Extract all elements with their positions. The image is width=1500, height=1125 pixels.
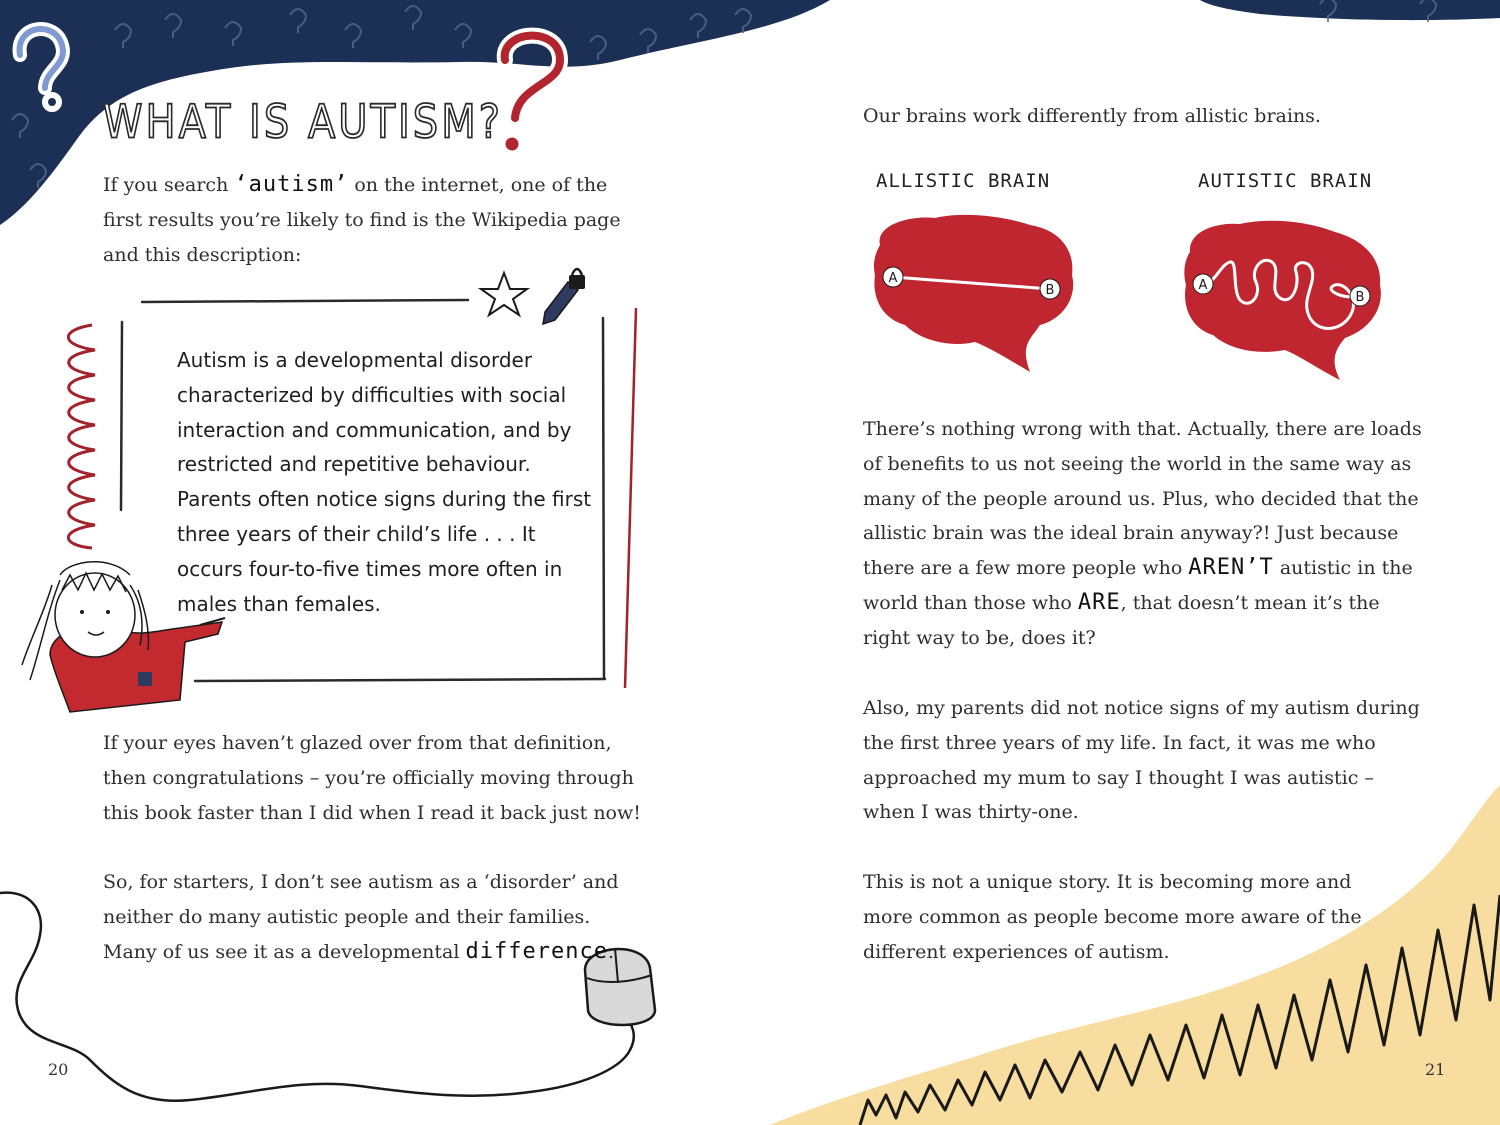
nothing-wrong-paragraph [863,412,1423,656]
difference-text-after: . [607,940,614,963]
arent-word: AREN’T [1188,555,1274,581]
allistic-brain-label: ALLISTIC BRAIN [876,170,1051,192]
page-number-left: 20 [48,1060,69,1079]
page-title: WHAT IS AUTISM? [103,96,503,149]
unique-story-paragraph: This is not a unique story. It is becoming more and more common as people become more aware of the different experiences of autism. [863,871,1362,963]
nothing-wrong-part2: autistic in the world than those who [863,557,1413,614]
difference-text-before: So, for starters, I don’t see autism as a ‘disorder’ and neither do many autistic people and their families. Many of us see it as a developmental [103,871,619,963]
intro-paragraph [103,168,623,272]
nothing-wrong-part3: , that doesn’t mean it’s the right way to be, does it? [863,591,1380,649]
wikipedia-quote: Autism is a developmental disorder characterized by difficulties with social interaction and communication, and by restricted and repetitive behaviour. Parents often notice signs during the first three years of their child’s life . . . It occurs four-to-five times more often in males than females. [177,348,592,616]
autism-search-term: ‘autism’ [234,172,349,197]
definition-reaction-paragraph: If your eyes haven’t glazed over from that definition, then congratulations – you’re officially moving through this book faster than I did when I read it back just now! [103,732,641,824]
intro-text-before: If you search [103,174,235,196]
allistic-point-b: B [1045,283,1055,298]
parents-paragraph: Also, my parents did not notice signs of my autism during the first three years of my life. In fact, it was me who approached my mum to say I thought I was autistic – when I was thirty-one. [863,697,1420,824]
autistic-brain-label: AUTISTIC BRAIN [1198,170,1373,192]
page-number-right: 21 [1425,1060,1446,1079]
autistic-point-b: B [1355,290,1365,305]
brains-intro: Our brains work differently from allistic brains. [863,105,1321,127]
allistic-point-a: A [888,271,898,286]
intro-text-after: on the internet, one of the first results you’re likely to find is the Wikipedia page and this description: [103,174,621,266]
nothing-wrong-part1: There’s nothing wrong with that. Actually, there are loads of benefits to us not seeing the world in the same way as many of the people around us. Plus, who decided that the allistic brain was the ideal brain anyway?! Just because there are a few more people who [863,418,1422,580]
autistic-point-a: A [1198,278,1208,293]
difference-word: difference [465,938,608,964]
difference-paragraph [103,865,648,969]
are-word: ARE [1077,589,1121,615]
